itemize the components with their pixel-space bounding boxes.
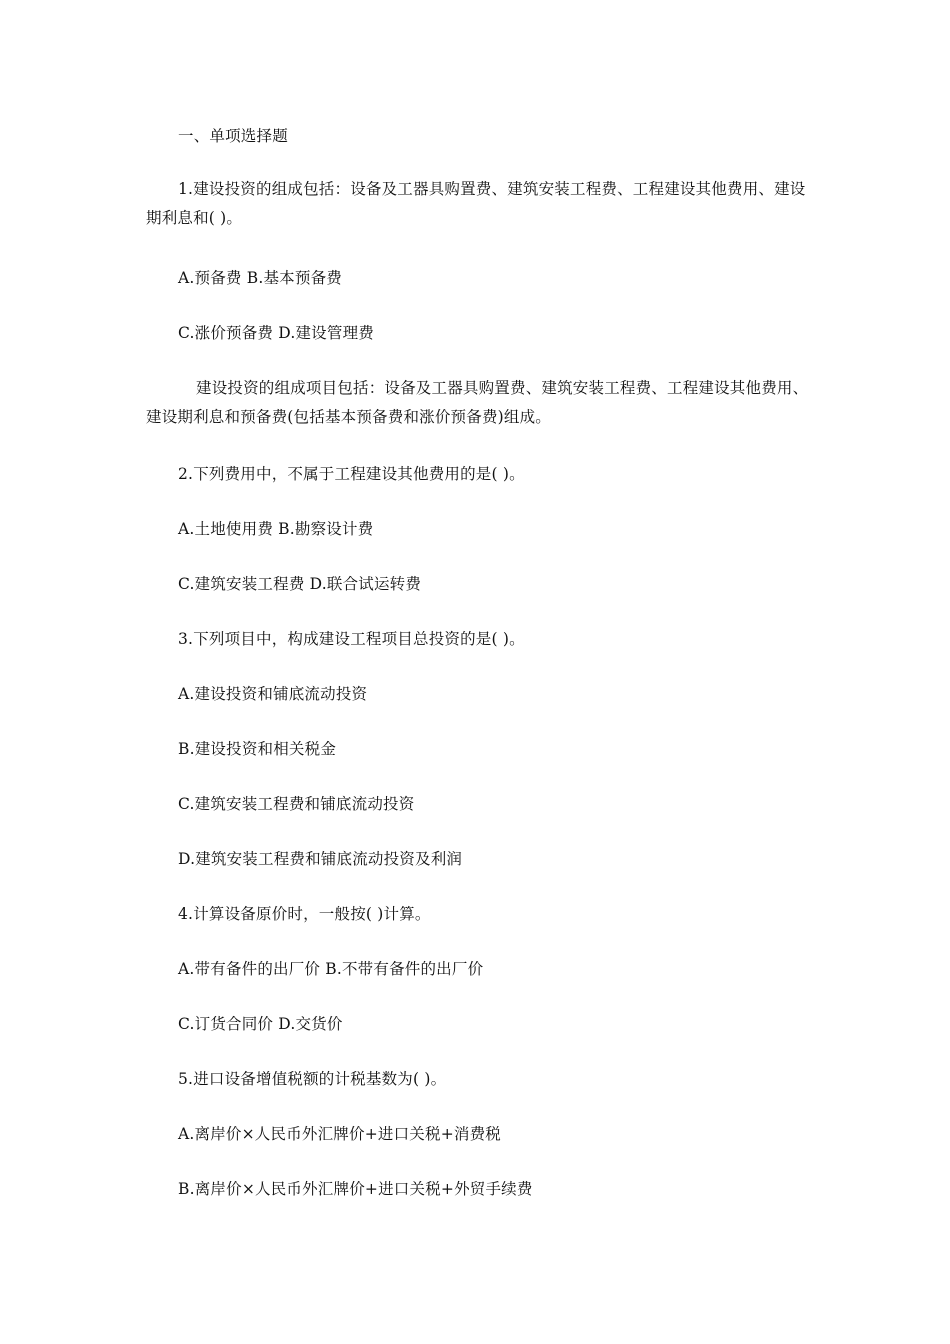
question-2-options-cd: C.建筑安装工程费 D.联合试运转费	[178, 575, 422, 593]
question-1-stem: 1.建设投资的组成包括：设备及工器具购置费、建筑安装工程费、工程建设其他费用、建设期利息和( )。	[146, 180, 806, 227]
question-3-option-a: A.建设投资和铺底流动投资	[178, 685, 368, 703]
question-5-stem: 5.进口设备增值税额的计税基数为( )。	[178, 1070, 447, 1088]
question-4-options-cd: C.订货合同价 D.交货价	[178, 1015, 343, 1033]
question-5-option-b: B.离岸价×人民币外汇牌价+进口关税+外贸手续费	[178, 1180, 533, 1198]
question-3-option-b: B.建设投资和相关税金	[178, 740, 337, 758]
question-3-option-c: C.建筑安装工程费和铺底流动投资	[178, 795, 415, 813]
question-2-options-ab: A.土地使用费 B.勘察设计费	[178, 520, 374, 538]
question-1-options-cd: C.涨价预备费 D.建设管理费	[178, 324, 374, 342]
question-4-options-ab: A.带有备件的出厂价 B.不带有备件的出厂价	[178, 960, 484, 978]
question-1-explanation: 建设投资的组成项目包括：设备及工器具购置费、建筑安装工程费、工程建设其他费用、建设期利息和预备费(包括基本预备费和涨价预备费)组成。	[146, 379, 809, 426]
question-1-options-ab: A.预备费 B.基本预备费	[178, 269, 342, 287]
question-2-stem: 2.下列费用中，不属于工程建设其他费用的是( )。	[178, 465, 525, 483]
question-3-stem: 3.下列项目中，构成建设工程项目总投资的是( )。	[178, 630, 525, 648]
question-4-stem: 4.计算设备原价时，一般按( )计算。	[178, 905, 431, 923]
section-heading: 一、单项选择题	[178, 127, 288, 145]
question-5-option-a: A.离岸价×人民币外汇牌价+进口关税+消费税	[178, 1125, 501, 1143]
question-3-option-d: D.建筑安装工程费和铺底流动投资及利润	[178, 850, 463, 868]
